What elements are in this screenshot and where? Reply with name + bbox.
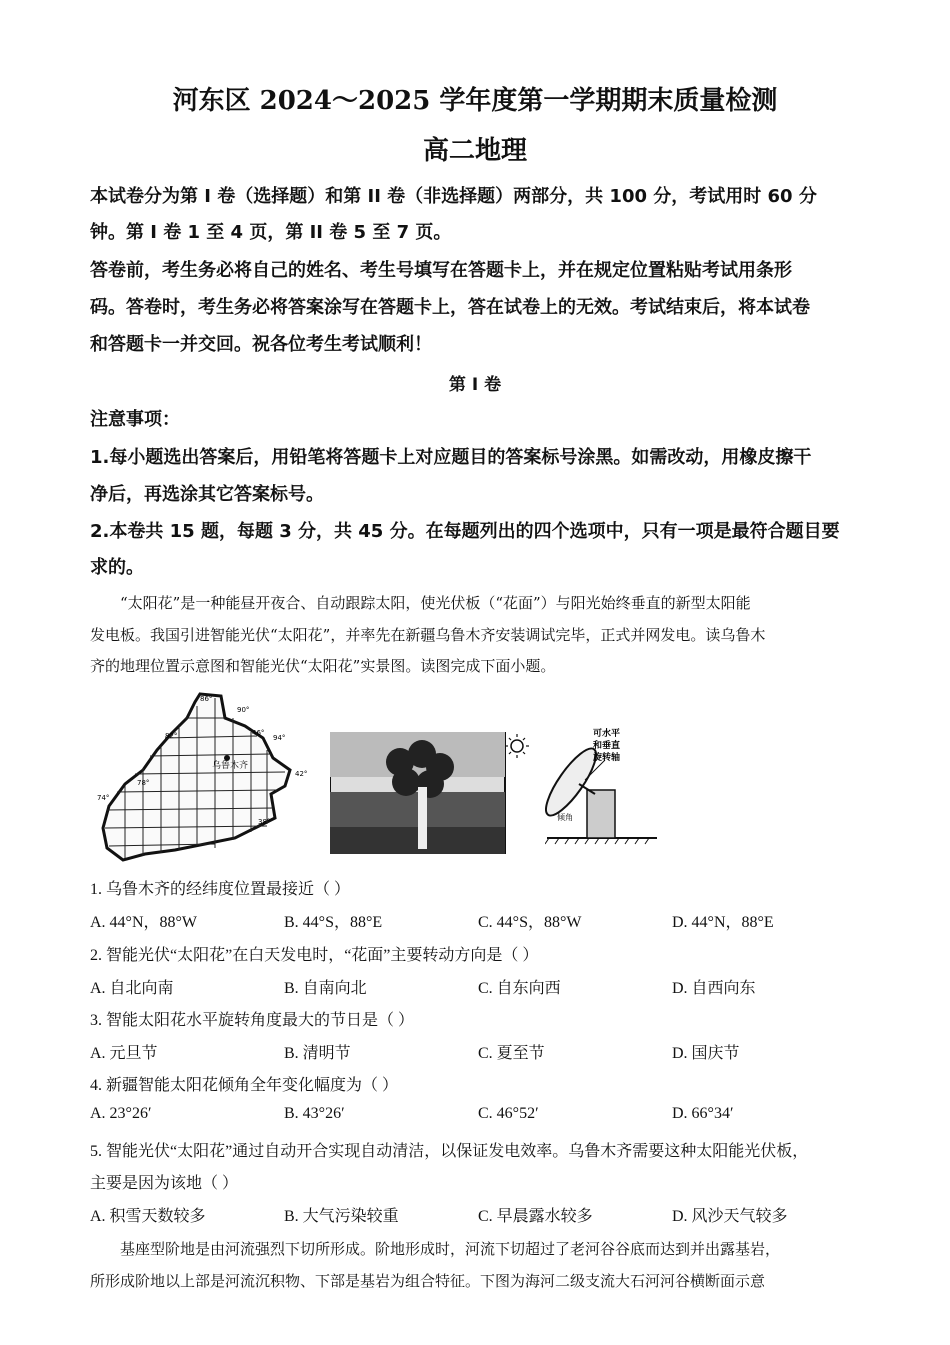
map-degree-label: 42°: [295, 770, 308, 778]
option-a: A. 44°N，88°W: [90, 914, 198, 931]
option-c: C. 46°52′: [478, 1105, 539, 1122]
device-axis-label: 旋转轴: [593, 753, 621, 763]
map-degree-label: 94°: [273, 734, 286, 742]
option-d: D. 44°N，88°E: [672, 914, 774, 931]
passage-line: 基座型阶地是由河流强烈下切所形成。阶地形成时，河流下切超过了老河谷谷底而达到并出露基岩，: [120, 1240, 781, 1258]
option-c: C. 夏至节: [478, 1045, 545, 1062]
notes-title: 注意事项：: [90, 409, 180, 430]
note-line: 净后，再选涂其它答案标号。: [90, 484, 324, 505]
map-degree-label: 74°: [97, 794, 110, 802]
option-d: D. 国庆节: [672, 1045, 740, 1062]
question-stem: 3. 智能太阳花水平旋转角度最大的节日是（ ）: [90, 1012, 415, 1029]
note-line: 2.本卷共 15 题，每题 3 分，共 45 分。在每题列出的四个选项中，只有一项是最符合题目要: [90, 521, 840, 542]
solar-device-diagram: [545, 720, 665, 848]
solar-flower-photo: [330, 732, 530, 854]
subject-title: 高二地理: [422, 136, 527, 166]
option-a: A. 23°26′: [90, 1105, 152, 1122]
option-b: B. 清明节: [284, 1045, 351, 1062]
intro-line: 码。答卷时，考生务必将答案涂写在答题卡上，答在试卷上的无效。考试结束后，将本试卷: [90, 297, 810, 318]
map-degree-label: 78°: [137, 779, 150, 787]
option-c: C. 早晨露水较多: [478, 1208, 593, 1225]
option-b: B. 43°26′: [284, 1105, 345, 1122]
section-title: 第 I 卷: [448, 375, 502, 395]
note-line: 1.每小题选出答案后，用铅笔将答题卡上对应题目的答案标号涂黑。如需改动，用橡皮擦干: [90, 447, 812, 468]
option-d: D. 风沙天气较多: [672, 1208, 788, 1225]
exam-title: 河东区 2024～2025 学年度第一学期期末质量检测: [172, 86, 778, 116]
option-b: B. 大气污染较重: [284, 1208, 399, 1225]
note-line: 求的。: [90, 557, 144, 578]
question-stem-cont: 主要是因为该地（ ）: [90, 1175, 239, 1192]
map-degree-label: 82°: [165, 732, 178, 740]
passage-line: 齐的地理位置示意图和智能光伏“太阳花”实景图。读图完成下面小题。: [90, 657, 556, 675]
passage-line: “太阳花”是一种能昼开夜合、自动跟踪太阳，使光伏板（“花面”）与阳光始终垂直的新型太阳能: [120, 594, 751, 612]
question-stem: 2. 智能光伏“太阳花”在白天发电时，“花面”主要转动方向是（ ）: [90, 947, 539, 964]
intro-line: 和答题卡一并交回。祝各位考生考试顺利！: [90, 334, 432, 355]
device-angle-label: 倾角: [557, 813, 573, 822]
intro-line: 本试卷分为第 I 卷（选择题）和第 II 卷（非选择题）两部分，共 100 分，考试用时 60 分: [90, 186, 817, 207]
map-degree-label: 46°: [252, 729, 265, 737]
map-degree-label: 38°: [258, 818, 271, 826]
passage-line: 发电板。我国引进智能光伏“太阳花”，并率先在新疆乌鲁木齐安装调试完毕，正式并网发电。读乌鲁木: [90, 626, 766, 644]
option-a: A. 自北向南: [90, 980, 174, 997]
xinjiang-map-figure: [95, 688, 320, 866]
option-a: A. 积雪天数较多: [90, 1208, 206, 1225]
map-degree-label: 90°: [237, 706, 250, 714]
question-stem: 1. 乌鲁木齐的经纬度位置最接近（ ）: [90, 881, 351, 898]
intro-line: 钟。第 I 卷 1 至 4 页，第 II 卷 5 至 7 页。: [90, 222, 452, 243]
option-d: D. 66°34′: [672, 1105, 734, 1122]
option-b: B. 44°S，88°E: [284, 914, 383, 931]
device-axis-label: 和垂直: [593, 741, 621, 751]
option-a: A. 元旦节: [90, 1045, 158, 1062]
question-stem: 5. 智能光伏“太阳花”通过自动开合实现自动清洁，以保证发电效率。乌鲁木齐需要这种太阳能光伏板，: [90, 1143, 809, 1160]
map-degree-label: 86°: [200, 695, 213, 703]
option-d: D. 自西向东: [672, 980, 756, 997]
option-c: C. 自东向西: [478, 980, 561, 997]
option-b: B. 自南向北: [284, 980, 367, 997]
map-city-label: 乌鲁木齐: [212, 761, 249, 771]
device-axis-label: 可水平: [593, 729, 621, 739]
passage-line: 所形成阶地以上部是河流沉积物、下部是基岩为组合特征。下图为海河二级支流大石河河谷横断面示意: [90, 1272, 766, 1290]
question-stem: 4. 新疆智能太阳花倾角全年变化幅度为（ ）: [90, 1077, 399, 1094]
option-c: C. 44°S，88°W: [478, 914, 582, 931]
intro-line: 答卷前，考生务必将自己的姓名、考生号填写在答题卡上，并在规定位置粘贴考试用条形: [90, 260, 792, 281]
